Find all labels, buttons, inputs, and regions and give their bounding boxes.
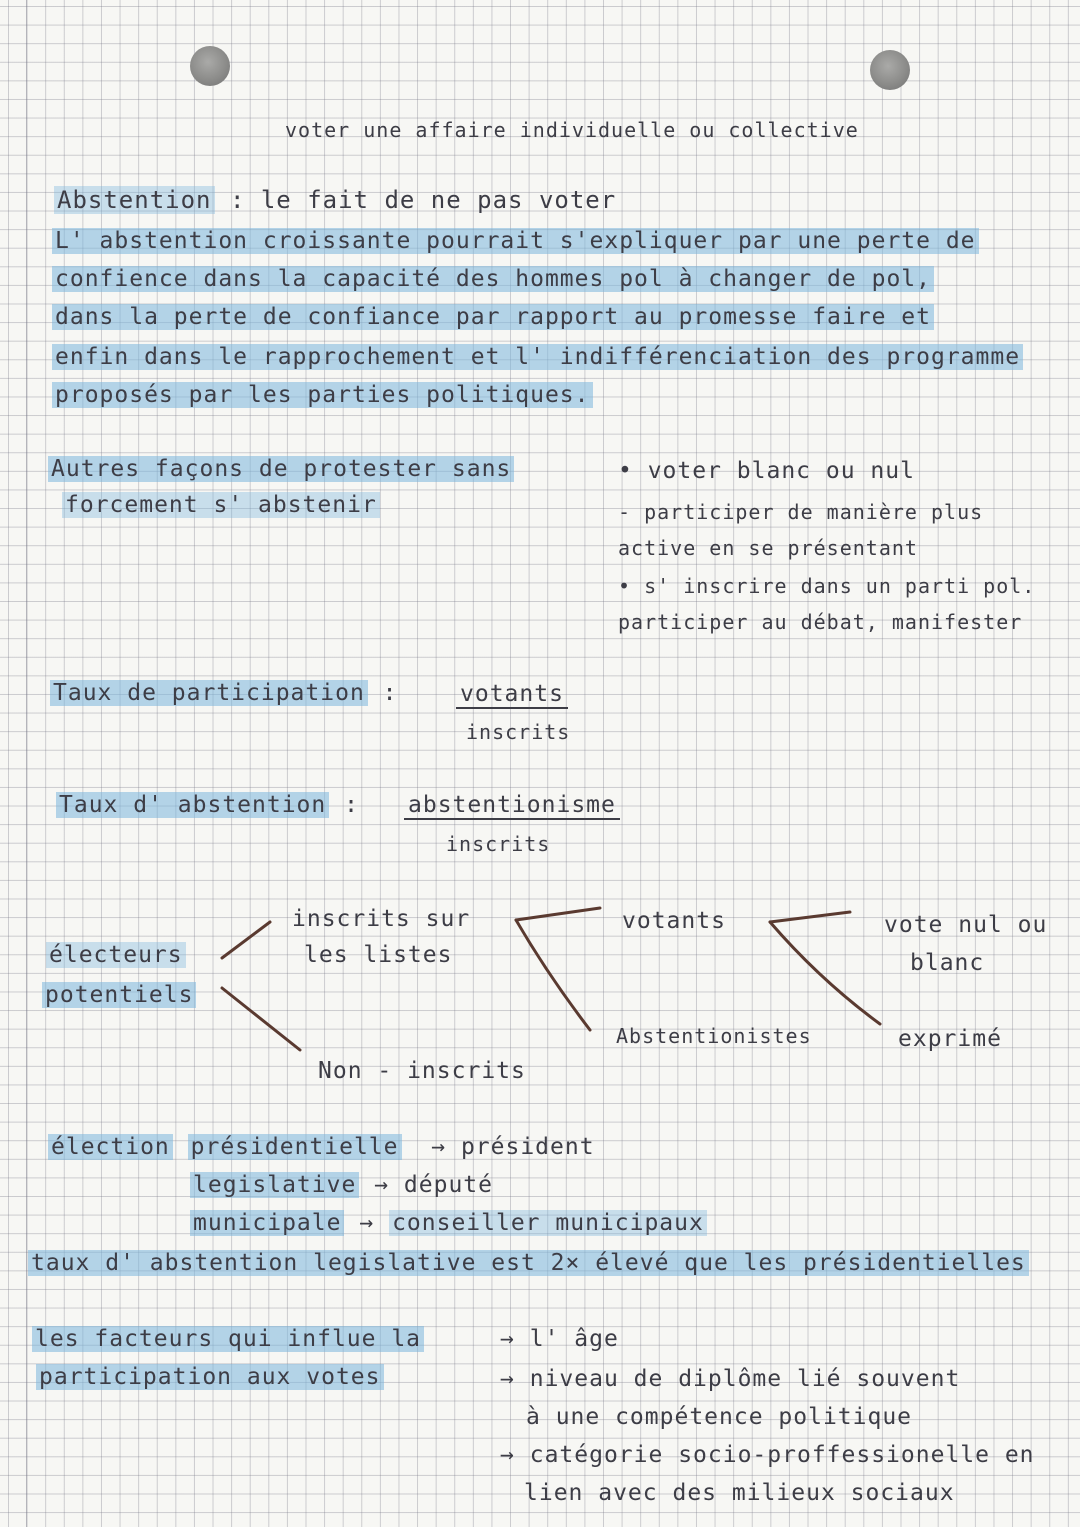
- election-result: président: [460, 1134, 595, 1160]
- protest-item-1: • voter blanc ou nul: [618, 458, 915, 484]
- protest-item-4: • s' inscrire dans un parti pol.: [618, 574, 1036, 598]
- tree-non-registered: Non - inscrits: [318, 1058, 526, 1084]
- tree-root-line-2: potentiels: [42, 982, 196, 1008]
- factors-label-line-2: participation aux votes: [36, 1364, 384, 1390]
- abstention-definition-line: Abstention : le fait de ne pas voter: [54, 186, 616, 214]
- abstention-explanation-line-2: confience dans la capacité des hommes pol à changer de pol,: [52, 266, 934, 292]
- election-result: député: [403, 1172, 493, 1198]
- protest-label-line-1: Autres façons de protester sans: [48, 456, 514, 482]
- tree-root-line-1: électeurs: [46, 942, 186, 968]
- arrow-icon: →: [500, 1442, 515, 1468]
- election-type: présidentielle: [188, 1134, 402, 1160]
- abstention-numerator: abstentionisme: [404, 792, 620, 820]
- tree-null-vote-line-2: blanc: [910, 950, 985, 976]
- abstention-term: Abstention: [54, 186, 215, 214]
- protest-item-3: active en se présentant: [618, 536, 918, 560]
- factor-item-diploma-cont: à une compétence politique: [526, 1404, 913, 1430]
- election-type: legislative: [190, 1172, 359, 1198]
- tree-null-vote-line-1: vote nul ou: [884, 912, 1048, 938]
- election-prefix: élection: [48, 1134, 173, 1160]
- election-abstention-note: taux d' abstention legislative est 2× élevé que les présidentielles: [28, 1250, 1029, 1276]
- election-row-municipal: [190, 1210, 707, 1236]
- abstention-explanation-line-3: dans la perte de confiance par rapport au promesse faire et: [52, 304, 934, 330]
- factors-label-line-1: les facteurs qui influe la: [32, 1326, 424, 1352]
- tree-expressed: exprimé: [898, 1026, 1002, 1052]
- election-row-presidential: [48, 1134, 595, 1160]
- election-type: municipale: [190, 1210, 344, 1236]
- abstention-explanation-line-4: enfin dans le rapprochement et l' indifférenciation des programme: [52, 344, 1023, 370]
- tree-registered-line-2: les listes: [304, 942, 453, 968]
- arrow-icon: →: [359, 1210, 375, 1236]
- tree-voters: votants: [622, 908, 726, 934]
- abstention-denominator: inscrits: [446, 832, 551, 856]
- factor-item-age: → l' âge: [500, 1326, 619, 1352]
- protest-item-5: participer au débat, manifester: [618, 610, 1023, 634]
- factor-item-socio: → catégorie socio-proffessionelle en: [500, 1442, 1035, 1468]
- factor-item-diploma: → niveau de diplôme lié souvent: [500, 1366, 961, 1392]
- factor-item-socio-cont: lien avec des milieux sociaux: [524, 1480, 955, 1506]
- election-result: conseiller municipaux: [389, 1210, 707, 1236]
- note-title: voter une affaire individuelle ou collective: [285, 118, 859, 142]
- abstention-explanation-line-1: L' abstention croissante pourrait s'expliquer par une perte de: [52, 228, 979, 254]
- arrow-icon: →: [500, 1326, 515, 1352]
- protest-item-2: - participer de manière plus: [618, 500, 984, 524]
- arrow-icon: →: [500, 1366, 515, 1392]
- arrow-icon: →: [431, 1134, 447, 1160]
- protest-label-line-2: forcement s' abstenir: [62, 492, 380, 518]
- participation-rate-label: Taux de participation :: [50, 680, 398, 706]
- tree-abstainers: Abstentionistes: [616, 1024, 812, 1048]
- arrow-icon: →: [374, 1172, 390, 1198]
- abstention-rate-label: Taux d' abstention :: [56, 792, 359, 818]
- tree-registered-line-1: inscrits sur: [292, 906, 471, 932]
- abstention-explanation-line-5: proposés par les parties politiques.: [52, 382, 593, 408]
- participation-numerator: votants: [456, 681, 568, 709]
- election-row-legislative: [190, 1172, 493, 1198]
- abstention-definition: le fait de ne pas voter: [260, 186, 617, 214]
- participation-denominator: inscrits: [466, 720, 571, 744]
